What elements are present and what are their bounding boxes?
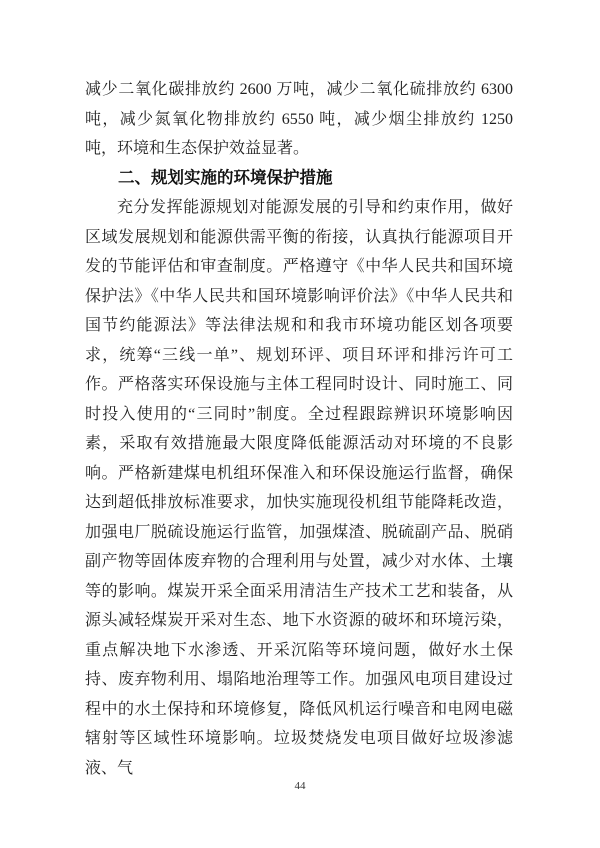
body-paragraph: 充分发挥能源规划对能源发展的引导和约束作用，做好区域发展规划和能源供需平衡的衔接，认真执行能源项目开发的节能评估和审查制度。严格遵守《中华人民共和国环境保护法》《中华人民共和国环境影响评价法》《中华人民共和国节约能源法》等法律法规和和我市环境功能区划各项要求，统筹“三线一单”、规划环评、项目环评和排污许可工作。严格落实环保设施与主体工程同时设计、同时施工、同时投入使用的“三同时”制度。全过程跟踪辨识环境影响因素，采取有效措施最大限度降低能源活动对环境的不良影响。严格新建煤电机组环保准入和环保设施运行监督，确保达到超低排放标准要求，加快实施现役机组节能降耗改造，加强电厂脱硫设施运行监管，加强煤渣、脱硫副产品、脱硝副产物等固体废弃物的合理利用与处置，减少对水体、土壤等的影响。煤炭开采全面采用清洁生产技术工艺和装备，从源头减轻煤炭开采对生态、地下水资源的破坏和环境污染，重点解决地下水渗透、开采沉陷等环境问题，做好水土保持、废弃物利用、塌陷地治理等工作。加强风电项目建设过程中的水土保持和环境修复，降低风机运行噪音和电网电磁辖射等区域性环境影响。垃圾焚烧发电项目做好垃圾渗滤液、气	[85, 199, 513, 777]
document-body	[85, 75, 513, 783]
section-heading: 二、规划实施的环境保护措施	[118, 168, 333, 187]
continuation-paragraph: 减少二氧化碳排放约 2600 万吨，减少二氧化硫排放约 6300 吨，减少氮氧化物排放约 6550 吨，减少烟尘排放约 1250 吨，环境和生态保护效益显著。	[85, 81, 513, 157]
page-number: 44	[294, 780, 306, 792]
